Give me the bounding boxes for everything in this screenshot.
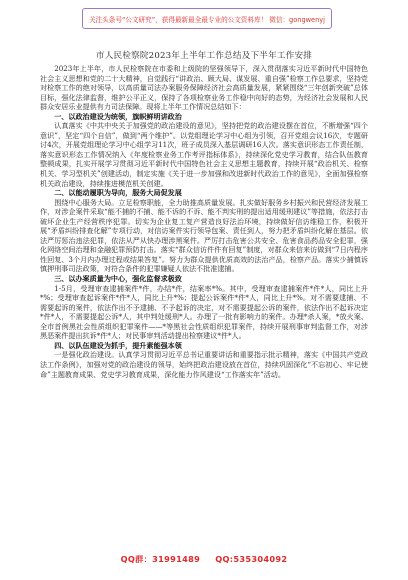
footer-qq: QQ:535304092 (215, 554, 288, 564)
contact-footer (0, 554, 408, 565)
section-paragraph-4: 一是强化政治建设。认真学习贯彻习近平总书记重要讲话和重要指示批示精神，落实《中国共产党政法工作条例》，加强对党的政治建设的领导，始终把政治建设放在首位，持续巩固深化“不忘初心、牢记使命”主题教育成果、党史学习教育成果，深化能力作风建设“工作落实年”活动。 (40, 350, 368, 379)
section-paragraph-3: 1-5月，受理审查逮捕案件*件，办结*件，结案率*%。其中，受理审查逮捕案件*件*人，同比上升*%；受理审查起诉案件*件*人，同比上升*%；提起公诉案件*件*人，同比上升*%。对不需要逮捕、不需要起诉的案件，依法作出不予逮捕、不予起诉的决定，对不需要提起公诉的案件，依法作出不起诉决定*件*人，不需要提起公诉*人，其中判处缓刑*人。办理了一批有影响力的案件。办理*杀人案，*放火案、全市首例黑社会性质组织犯罪案件——*等黑社会性质组织犯罪案件，持续开展刑事审判监督工作，对涉黑恶案件提出抗诉*件*人；对民事审判活动提出检察建议*件*人。 (40, 283, 368, 341)
section-heading-1: 一、以政治建设为统领，旗帜鲜明讲政治 (54, 111, 182, 121)
section-paragraph-1: 认真落实《中共中央关于加强党的政治建设的意见》，坚持把党的政治建设摆在首位，不断增强“四个意识”，坚定“四个自信”，做到“两个维护”。以党组理论学习中心组为引领，召开党组会议16次，专题研讨4次，开展党组理论学习中心组学习11次，班子成员深入基层调研16人次。落实意识形态工作责任制，落实意识形态工作情况纳入《年度检察业务工作考评指标体系》，持续深化党史学习教育，结合队伍教育整顿成果，扎实开展学习贯彻习近平新时代中国特色社会主义思想主题教育，持续开展“政治机关、检察机关、学习型机关”创建活动，制定实施《关于进一步加强和改进新时代政治工作的意见》，全面加强检察机关政治建设，持续推进模范机关创建。 (40, 121, 368, 188)
document-title: 市人民检察院2023年上半年工作总结及下半年工作安排 (95, 51, 313, 61)
banner-wechat: 微信：gongwenyj (269, 15, 325, 24)
banner-text: 关注头条号“公文研究”，获得最新最全最专业的公文资料库！ (88, 15, 268, 24)
section-heading-3: 三、以办案质量为中心，强化监督求极致 (54, 274, 182, 284)
footer-qq-group: QQ群：31991489 (120, 554, 201, 564)
section-paragraph-2: 围绕中心服务大局。立足检察职能，全力助推高质量发展。扎实做好服务乡村振兴和民营经济发展工作，对涉企案件采取“能不捕的不捕、能不诉的不诉、能不判实刑的提出适用缓刑建议”等措施，依法打击破坏企业生产经营秩序犯罪。切实为企业复工复产营造良好法治环境，持续做好信访维稳工作，积极开展“矛盾纠纷排查化解”专项行动，对信访案件实行领导包案、责任到人，努力把矛盾纠纷化解在基层。依法严厉惩治违法犯罪，依法从严从快办理涉黑案件。严厉打击危害公共安全、危害食品药品安全犯罪，强化网络空间治理和金融犯罪预防打击。落实“群众信访件件有回复”制度，对群众来信来访做到“7日内程序性回复、3个月内办理过程或结果答复”。努力为群众提供优质高效的法治产品，检察产品。落实少捕慎诉慎押刑事司法政策，对符合条件的犯罪嫌疑人依法不批准逮捕。 (40, 197, 368, 274)
section-heading-2: 二、以能动履职为导向，服务大局促发展 (54, 188, 182, 198)
section-heading-4: 四、以队伍建设为抓手，提升素能强本领 (54, 340, 182, 350)
document-body (40, 64, 368, 542)
intro-paragraph: 2023年上半年，市人民检察院在市委和上级院的坚强领导下，深入贯彻落实习近平新时代中国特色社会主义思想和党的二十大精神，自觉践行“讲政治、顾大局、谋发展、重自强”检察工作总要求，坚持党对检察工作的绝对领导，以高质量司法办案服务保障经济社会高质量发展，紧紧围绕“三年创新突破”总体目标，强化法律监督，维护公平正义，保持了各项检察业务工作稳中向好的态势，为经济社会发展和人民群众安居乐业提供有力司法保障。现将上半年工作情况总结如下： (40, 64, 368, 112)
promo-banner[interactable] (82, 8, 332, 29)
